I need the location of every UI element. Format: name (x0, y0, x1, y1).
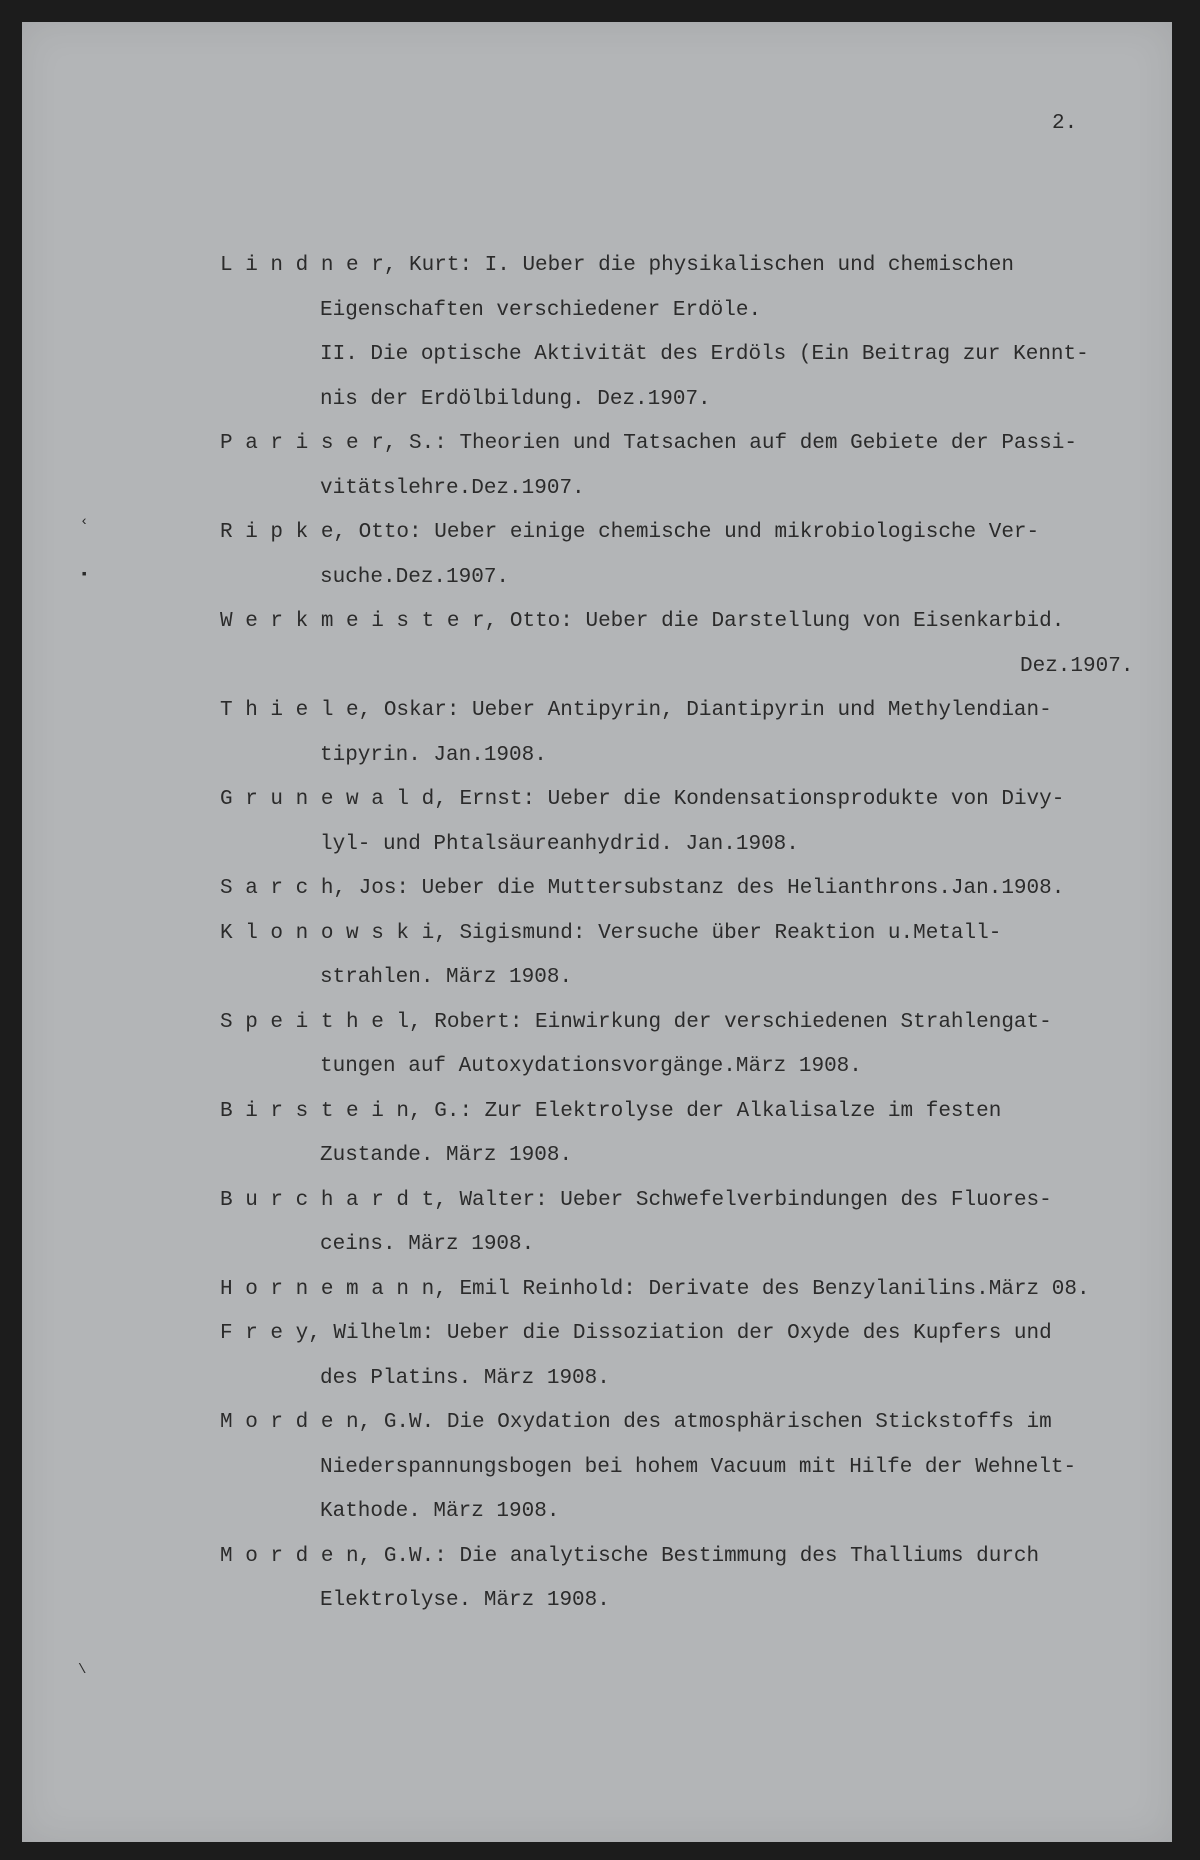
entry-text: Zustande. März 1908. (320, 1144, 573, 1167)
entry-author: P a r i s e r (220, 432, 384, 455)
entry-text: Niederspannungsbogen bei hohem Vacuum mit Hilfe der Wehnelt- (320, 1455, 1077, 1479)
entry-burchardt (220, 1179, 1200, 1268)
margin-mark: ‹ (80, 514, 89, 530)
entry-text: , Oskar: Ueber Antipyrin, Diantipyrin und Methylendian- (358, 699, 1052, 722)
entry-author: H o r n e m a n n (220, 1277, 435, 1301)
entry-author: R i p k e (220, 521, 334, 544)
entry-text: , Ernst: Ueber die Kondensationsprodukte von Divy- (434, 788, 1065, 811)
entry-hornemann (220, 1268, 1200, 1313)
entry-text: ceins. März 1908. (320, 1233, 535, 1256)
entry-text: tungen auf Autoxydationsvorgänge.März 1908. (320, 1055, 862, 1078)
entry-author: F r e y (220, 1322, 309, 1345)
entry-text: Elektrolyse. März 1908. (320, 1589, 610, 1612)
entry-text: nis der Erdölbildung. Dez.1907. (320, 387, 711, 411)
entry-text: Dez.1907. (1020, 654, 1134, 678)
margin-mark: ▪ (80, 567, 89, 583)
entry-werkmeister (220, 600, 1200, 689)
entry-text: , Robert: Einwirkung der verschiedenen Strahlengat- (409, 1010, 1052, 1034)
entry-text: , Emil Reinhold: Derivate des Benzylanilins.März 08. (434, 1277, 1090, 1301)
entry-morden-2 (220, 1535, 1200, 1624)
entry-text: II. Die optische Aktivität des Erdöls (Ein Beitrag zur Kennt- (320, 343, 1089, 366)
entry-text: , Walter: Ueber Schwefelverbindungen des Fluores- (434, 1188, 1052, 1212)
entry-ripke (220, 511, 1200, 600)
entry-author: L i n d n e r (220, 254, 384, 277)
entry-pariser (220, 422, 1200, 511)
entry-grunewald (220, 778, 1200, 867)
entry-text: Kathode. März 1908. (320, 1500, 560, 1523)
entry-text: tipyrin. Jan.1908. (320, 743, 547, 767)
entry-thiele (220, 689, 1200, 778)
document-page (22, 22, 1172, 1842)
entry-text: , Wilhelm: Ueber die Dissoziation der Oxyde des Kupfers und (308, 1322, 1052, 1345)
entry-text: Eigenschaften verschiedener Erdöle. (320, 298, 762, 322)
entry-author: B i r s t e i n (220, 1099, 410, 1123)
entry-author: M o r d e n (220, 1411, 359, 1434)
entry-text: , G.W.: Die analytische Bestimmung des Thalliums durch (358, 1544, 1040, 1568)
entry-author: B u r c h a r d t (220, 1188, 435, 1212)
entry-author: W e r k m e i s t e r (220, 610, 485, 633)
entry-text: , G.: Zur Elektrolyse der Alkalisalze im festen (409, 1099, 1002, 1123)
entry-text: strahlen. März 1908. (320, 966, 573, 989)
entry-text: vitätslehre.Dez.1907. (320, 476, 585, 500)
entry-author: T h i e l e (220, 699, 359, 722)
entry-text: des Platins. März 1908. (320, 1366, 610, 1390)
entry-klonowski (220, 912, 1200, 1001)
entry-morden (220, 1401, 1200, 1535)
entry-lindner (220, 244, 1200, 422)
margin-mark: \ (78, 1662, 87, 1678)
entry-list (220, 244, 1200, 1624)
page-number: 2. (1052, 112, 1078, 135)
entry-text: suche.Dez.1907. (320, 565, 510, 589)
entry-birstein (220, 1090, 1200, 1179)
entry-text: , Jos: Ueber die Muttersubstanz des Helianthrons.Jan.1908. (333, 877, 1065, 900)
entry-author: M o r d e n (220, 1544, 359, 1568)
entry-author: S a r c h (220, 877, 334, 900)
entry-author: G r u n e w a l d (220, 788, 435, 811)
entry-sarch (220, 867, 1200, 912)
entry-text: , Otto: Ueber einige chemische und mikrobiologische Ver- (333, 521, 1040, 544)
entry-text: , Sigismund: Versuche über Reaktion u.Metall- (434, 921, 1002, 945)
entry-frey (220, 1312, 1200, 1401)
entry-text: , Otto: Ueber die Darstellung von Eisenkarbid. (484, 610, 1065, 633)
entry-author: K l o n o w s k i (220, 921, 435, 945)
entry-text: lyl- und Phtalsäureanhydrid. Jan.1908. (320, 832, 799, 856)
entry-text: , S.: Theorien und Tatsachen auf dem Gebiete der Passi- (383, 432, 1077, 455)
entry-text: , Kurt: I. Ueber die physikalischen und chemischen (383, 254, 1014, 277)
entry-text: , G.W. Die Oxydation des atmosphärischen Stickstoffs im (358, 1411, 1052, 1434)
entry-author: S p e i t h e l (220, 1010, 410, 1034)
entry-speithel (220, 1001, 1200, 1090)
